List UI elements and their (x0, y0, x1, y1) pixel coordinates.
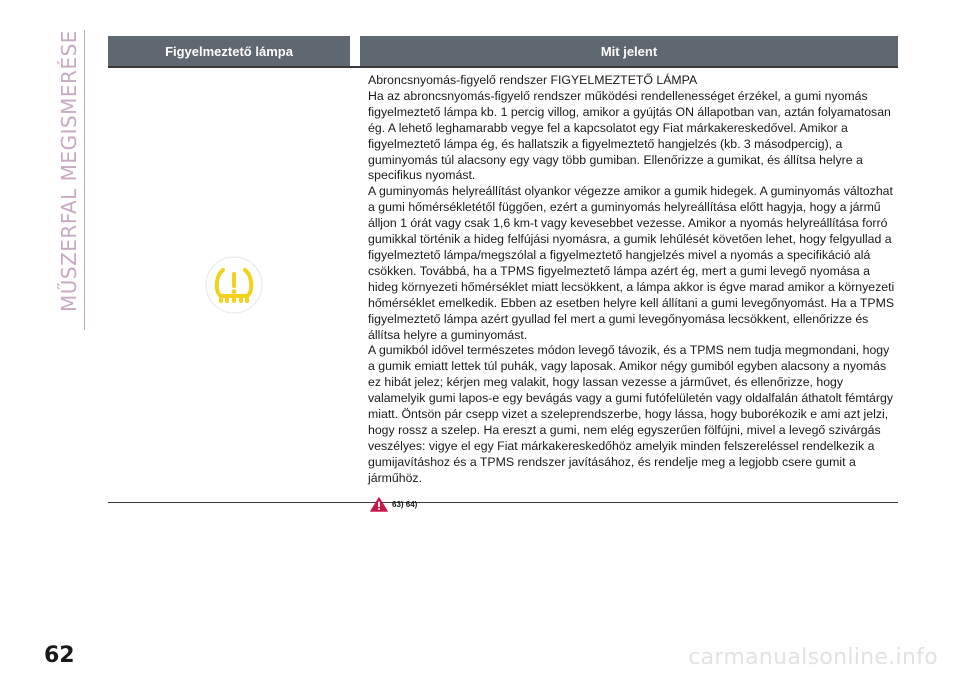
header-warning-lamp: Figyelmeztető lámpa (108, 36, 350, 66)
lamp-cell (108, 68, 360, 502)
warning-triangle-icon (370, 497, 388, 512)
malfunction-paragraph: Ha az abroncsnyomás-figyelő rendszer működési rendellenességet érzékel, a gumi nyomás figyelmeztető lámpa kb. 1 percig villog, amikor a gyújtás ON állapotban van, aztán folyamatosan ég. A lehető leghamarabb vegye fel a kapcsolatot egy Fiat márkakereskedővel. Amikor a figyelmeztető lámpa ég, és hallatszik a figyelmeztető hangjelzés (kb. 3 másodpercig), a guminyomás túl alacsony egy vagy több gumiban. Ellenőrizze a gumikat, és állítsa helyre a specifikus nyomást. (368, 88, 891, 183)
pressure-restore-paragraph: A guminyomás helyreállítást olyankor végezze amikor a gumik hidegek. A guminyomás változhat a gumi hőmérsékletétől függően, ezért a guminyomás helyreállítása előtt hagyja, hogy a jármű álljon 1 órát vagy csak 1,6 km-t vagy kevesebbet vezesse. Amikor a nyomás helyreállítása forró gumikkal történik a hideg felfújási nyomásra, a gumik lehűlését követően lehet, hogy felgyullad a figyelmeztető lámpa/megszólal a figyelmeztető hangjelzés mivel a nyomás a specifikáció alá csökken. Továbbá, ha a TPMS figyelmeztető lámpa azért ég, mert a gumi levegő nyomása a hideg környezeti hőmérséklet miatt lecsökkent, a lámpa akkor is égve marad amikor a környezeti hőmérséklet emelkedik. Ebben az esetben helyre kell állítani a gumi levegőnyomást. Ha a TPMS figyelmeztető lámpa azért gyullad fel mert a gumi levegőnyomása lecsökkent, ellenőrizze és állítsa helyre a guminyomást. (368, 184, 895, 342)
header-meaning: Mit jelent (360, 36, 898, 66)
page-number: 62 (44, 643, 75, 668)
table-header (108, 36, 898, 66)
warning-reference-numbers: 63) 64) (392, 499, 418, 509)
warning-lamp-table (108, 36, 898, 509)
tire-pressure-warning-icon (204, 255, 264, 315)
watermark: carmanualsonline.info (688, 645, 938, 670)
section-title-rule (84, 30, 85, 330)
air-loss-paragraph: A gumikból idővel természetes módon levegő távozik, és a TPMS nem tudja megmondani, hogy a gumik emiatt lettek túl puhák, vagy laposak. Amikor négy gumiból egyben alacsony a nyomás ez hibát jelez; kérjen meg valakit, hogy lassan vezesse a járművet, és ellenőrizze, hogy valamelyik gumi lapos-e egy bevágás vagy a gumi futófelületén vagy oldalfalán áthatolt fémtárgy miatt. Öntsön pár csepp vizet a szeleprendszerbe, hogy lássa, hogy buborékozik e ami azt jelzi, hogy rossz a szelep. Ha ereszt a gumi, nem elég egyszerűen fölfújni, mivel a levegő szivárgás veszélyes: vigye el egy Fiat márkakereskedőhöz amelyik minden felszereléssel rendelkezik a gumijavításhoz és a TPMS rendszer javításához, és rendelje meg a legjobb csere gumit a járműhöz. (368, 343, 893, 485)
lamp-name-text: Abroncsnyomás-figyelő rendszer FIGYELMEZTETŐ LÁMPA (368, 73, 698, 87)
section-title-vertical: MŰSZERFAL MEGISMERÉSE (57, 30, 81, 312)
meaning-cell (360, 68, 898, 509)
table-row (108, 68, 898, 509)
warning-references (370, 497, 898, 513)
